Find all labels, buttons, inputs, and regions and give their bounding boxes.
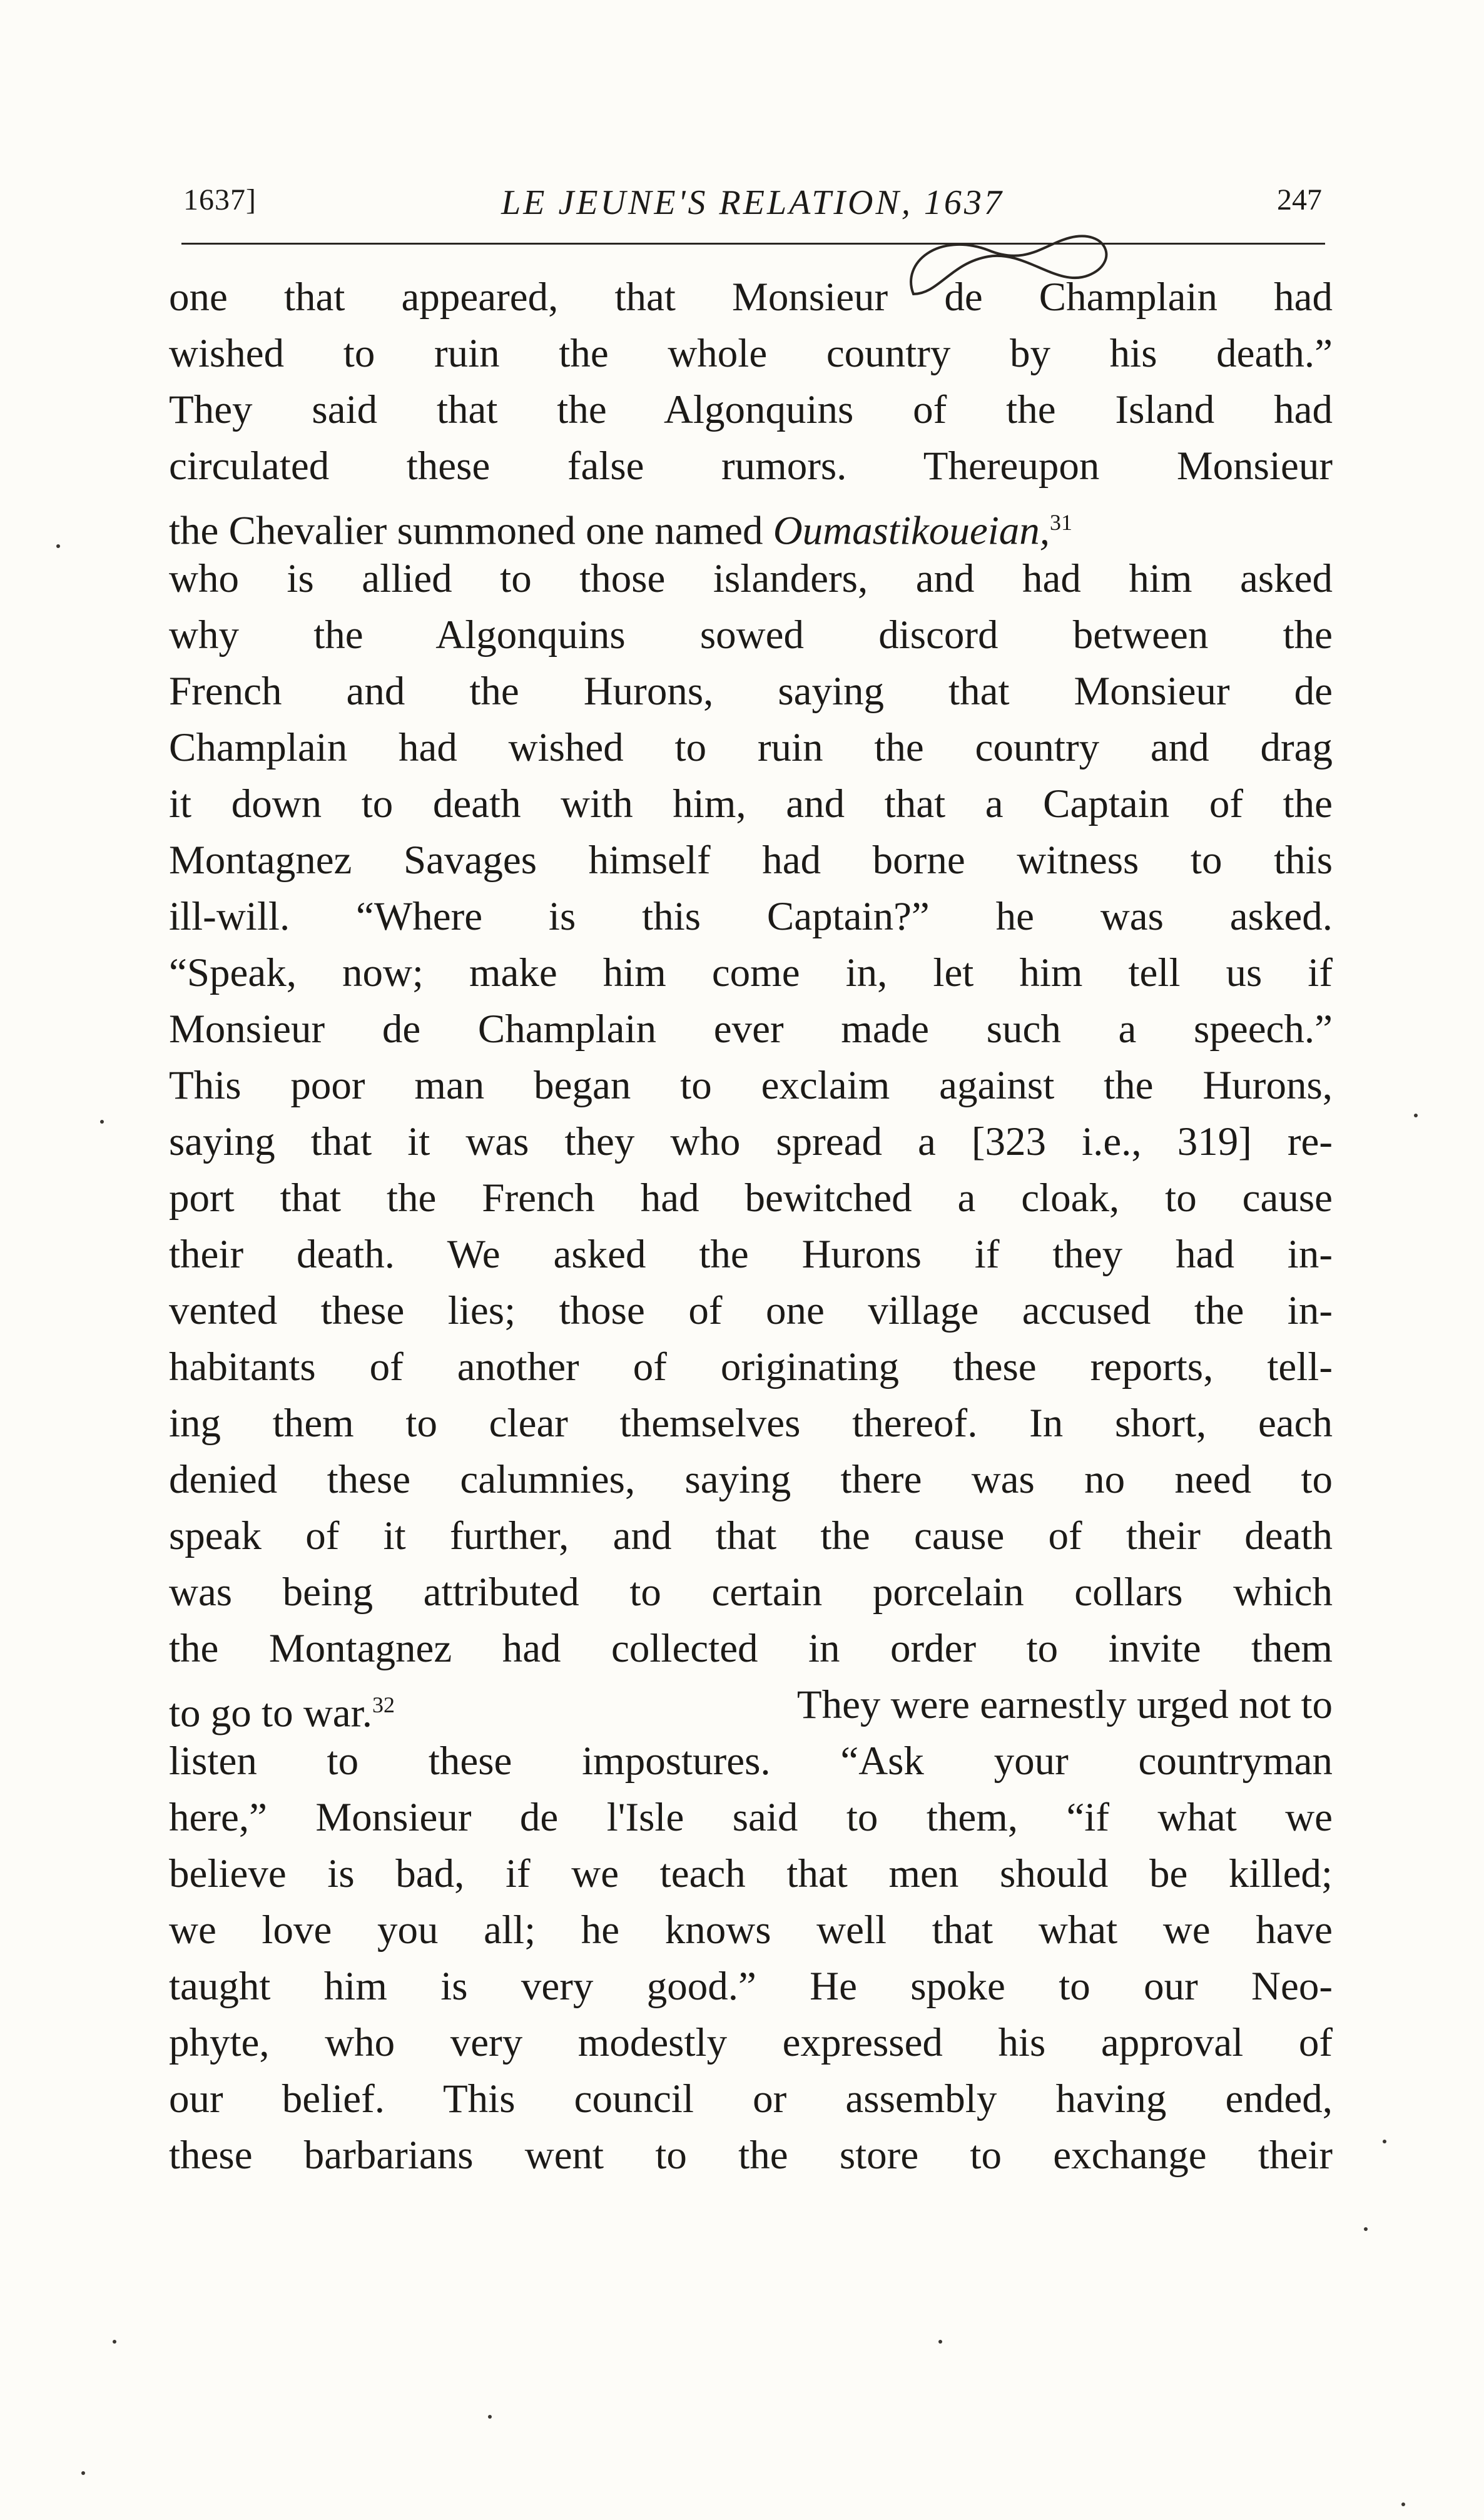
body-text [169, 269, 1333, 2183]
text-line: why the Algonquins sowed discord between the [169, 612, 1333, 658]
print-speck [1401, 2502, 1405, 2506]
text-line: one that appeared, that Monsieur de Champlain had [169, 275, 1333, 320]
print-speck [1414, 1114, 1418, 1117]
header-title: LE JEUNE'S RELATION, 1637 [501, 183, 1004, 222]
text-line: was being attributed to certain porcelain collars which [169, 1570, 1333, 1615]
text-line: taught him is very good.” He spoke to our Neo- [169, 1964, 1333, 2009]
text-line: They said that the Algonquins of the Island had [169, 387, 1333, 432]
text-line: “Speak, now; make him come in, let him tell us if [169, 950, 1333, 995]
header-year: 1637] [183, 183, 257, 216]
text-line [169, 1677, 1333, 1736]
text-line: Monsieur de Champlain ever made such a speech.” [169, 1007, 1333, 1052]
text-fragment: They were earnestly urged not to [796, 1682, 1333, 1727]
text-line: speak of it further, and that the cause of their death [169, 1513, 1333, 1558]
footnote-ref: 32 [372, 1692, 395, 1717]
print-speck [81, 2471, 85, 2475]
italic-name: Oumastikoueian, [773, 508, 1050, 554]
text-line [169, 494, 1333, 554]
text-line: wished to ruin the whole country by his death.” [169, 331, 1333, 376]
text-line: these barbarians went to the store to exchange their [169, 2133, 1333, 2178]
text-fragment: the Chevalier summoned one named [169, 508, 763, 554]
text-line: their death. We asked the Hurons if they had in- [169, 1232, 1333, 1277]
print-speck [113, 2340, 116, 2344]
text-line: Montagnez Savages himself had borne witness to this [169, 838, 1333, 883]
print-speck [1383, 2140, 1386, 2143]
text-line: This poor man began to exclaim against the Hurons, [169, 1063, 1333, 1108]
page-number: 247 [1277, 183, 1322, 216]
text-line: Champlain had wished to ruin the country and drag [169, 725, 1333, 770]
text-line: ill-will. “Where is this Captain?” he was asked. [169, 894, 1333, 939]
text-line: who is allied to those islanders, and had him asked [169, 556, 1333, 601]
print-speck [1364, 2227, 1368, 2231]
text-line: it down to death with him, and that a Captain of the [169, 781, 1333, 826]
text-line: we love you all; he knows well that what we have [169, 1908, 1333, 1953]
text-line: habitants of another of originating these reports, tell- [169, 1344, 1333, 1390]
text-line: phyte, who very modestly expressed his approval of [169, 2020, 1333, 2065]
text-line: vented these lies; those of one village accused the in- [169, 1288, 1333, 1333]
text-line: port that the French had bewitched a cloak, to cause [169, 1176, 1333, 1221]
running-head [183, 183, 1322, 233]
text-line: circulated these false rumors. Thereupon Monsieur [169, 444, 1333, 489]
print-speck [56, 544, 60, 548]
text-line: saying that it was they who spread a [323 i.e., 319] re- [169, 1119, 1333, 1164]
text-line: denied these calumnies, saying there was no need to [169, 1457, 1333, 1502]
header-rule [181, 243, 1325, 245]
text-line: ing them to clear themselves thereof. In short, each [169, 1401, 1333, 1446]
text-line: the Montagnez had collected in order to invite them [169, 1626, 1333, 1671]
text-line: believe is bad, if we teach that men should be killed; [169, 1851, 1333, 1896]
text-line: here,” Monsieur de l'Isle said to them, “if what we [169, 1795, 1333, 1840]
print-speck [100, 1120, 104, 1124]
text-line: French and the Hurons, saying that Monsieur de [169, 669, 1333, 714]
footnote-ref: 31 [1050, 510, 1073, 535]
print-speck [488, 2415, 492, 2419]
text-line: listen to these impostures. “Ask your countryman [169, 1739, 1333, 1784]
text-line: our belief. This council or assembly having ended, [169, 2076, 1333, 2121]
print-speck [938, 2340, 942, 2344]
text-fragment: to go to war. [169, 1690, 372, 1736]
